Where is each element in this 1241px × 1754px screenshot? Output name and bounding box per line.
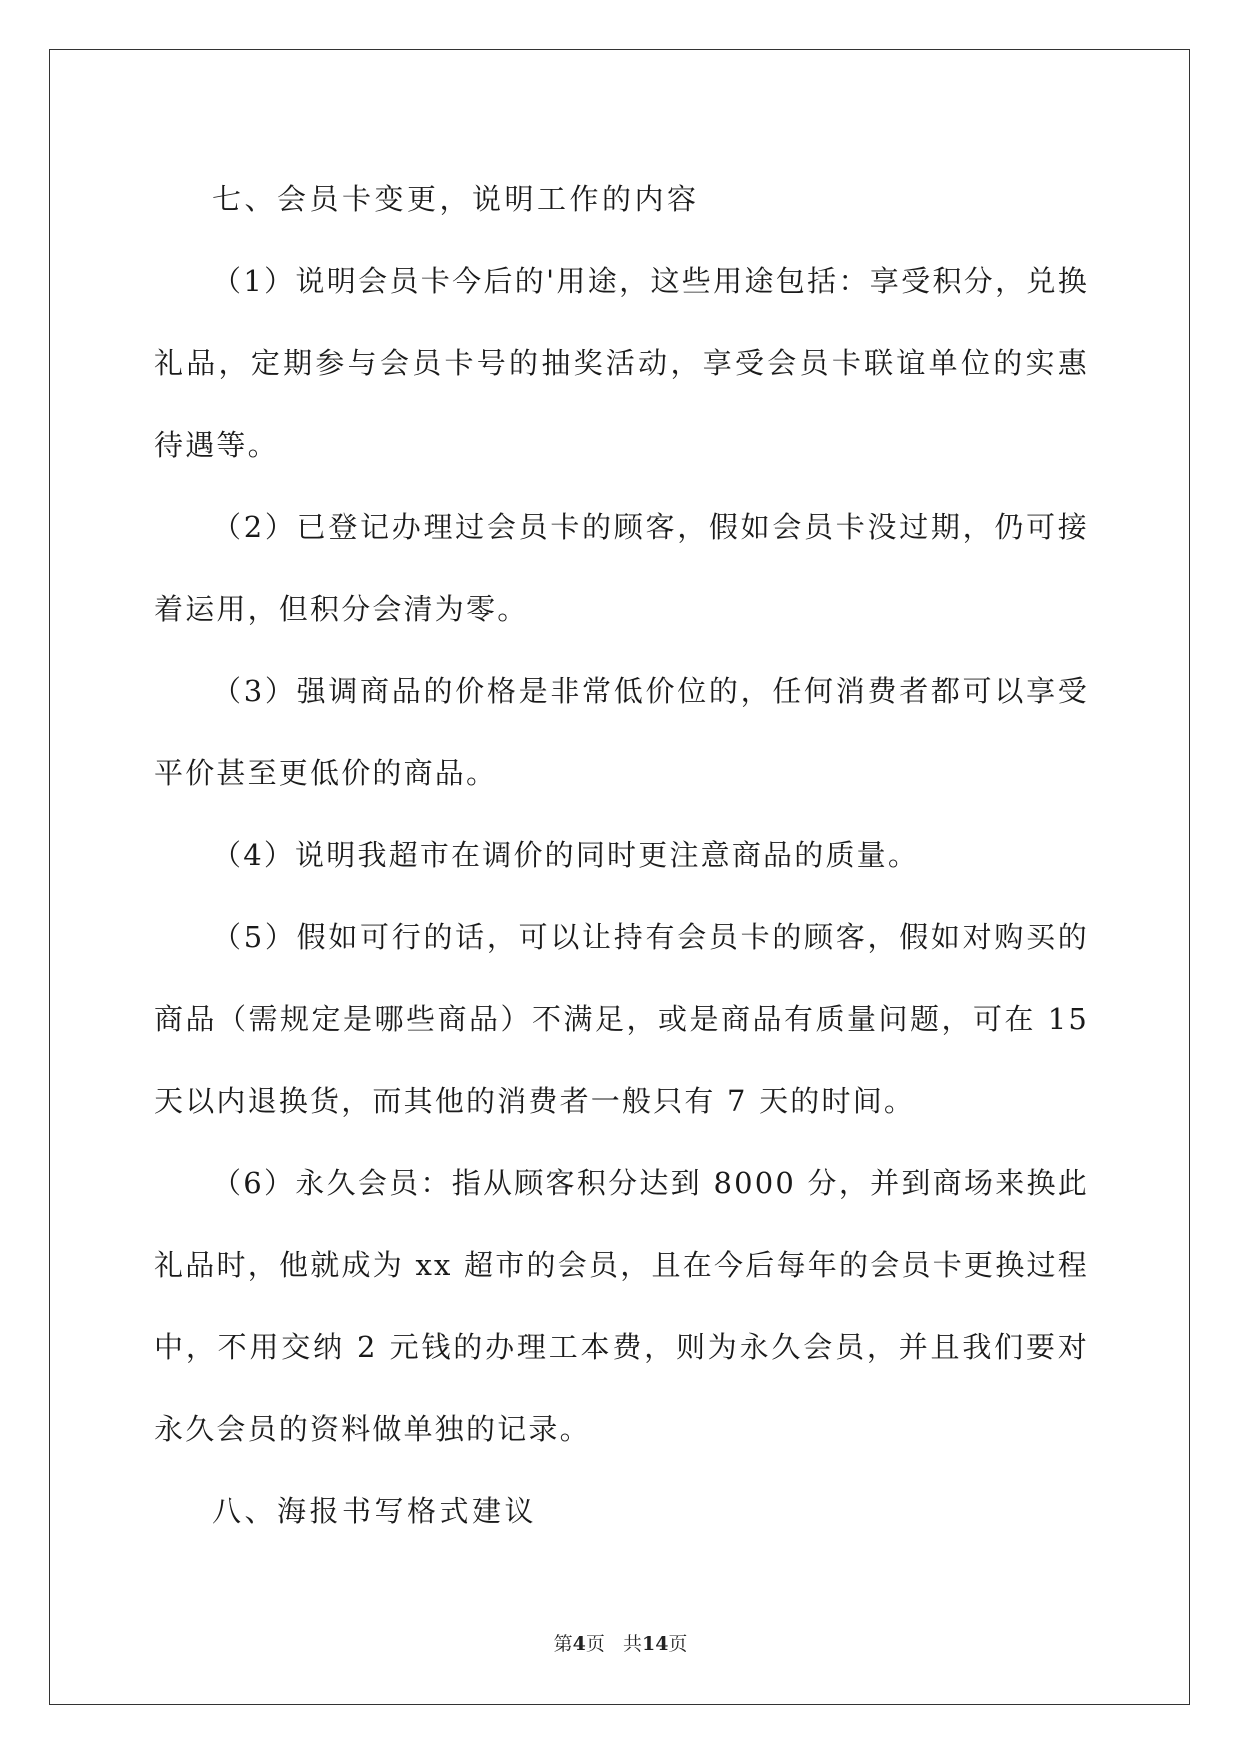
- paragraph-5: （5）假如可行的话，可以让持有会员卡的顾客，假如对购买的商品（需规定是哪些商品）不满足，或是商品有质量问题，可在 15 天以内退换货，而其他的消费者一般只有 7 天的时间。: [154, 920, 1089, 1118]
- footer-total-suffix: 页: [668, 1633, 688, 1655]
- footer-total-prefix: 共: [622, 1633, 642, 1655]
- footer-page-suffix: 页: [585, 1633, 605, 1655]
- section-heading-8: 八、海报书写格式建议: [212, 1494, 538, 1528]
- paragraph-1: （1）说明会员卡今后的'用途，这些用途包括：享受积分，兑换礼品，定期参与会员卡号的抽奖活动，享受会员卡联谊单位的实惠待遇等。: [154, 264, 1089, 462]
- paragraph-3: （3）强调商品的价格是非常低价位的，任何消费者都可以享受平价甚至更低价的商品。: [154, 674, 1089, 790]
- footer-total-pages: 14: [641, 1633, 669, 1655]
- page-footer: [0, 1629, 1241, 1656]
- paragraph-4: （4）说明我超市在调价的同时更注意商品的质量。: [212, 838, 920, 872]
- footer-page-prefix: 第: [553, 1633, 573, 1655]
- paragraph-6: （6）永久会员：指从顾客积分达到 8000 分，并到商场来换此礼品时，他就成为 xx 超市的会员，且在今后每年的会员卡更换过程中，不用交纳 2 元钱的办理工本费，则为永久会员，并且我们要对永久会员的资料做单独的记录。: [154, 1166, 1089, 1446]
- paragraph-2: （2）已登记办理过会员卡的顾客，假如会员卡没过期，仍可接着运用，但积分会清为零。: [154, 510, 1089, 626]
- document-body: [154, 158, 1089, 1552]
- section-heading-7: 七、会员卡变更，说明工作的内容: [212, 182, 700, 216]
- footer-page-number: 4: [572, 1633, 586, 1655]
